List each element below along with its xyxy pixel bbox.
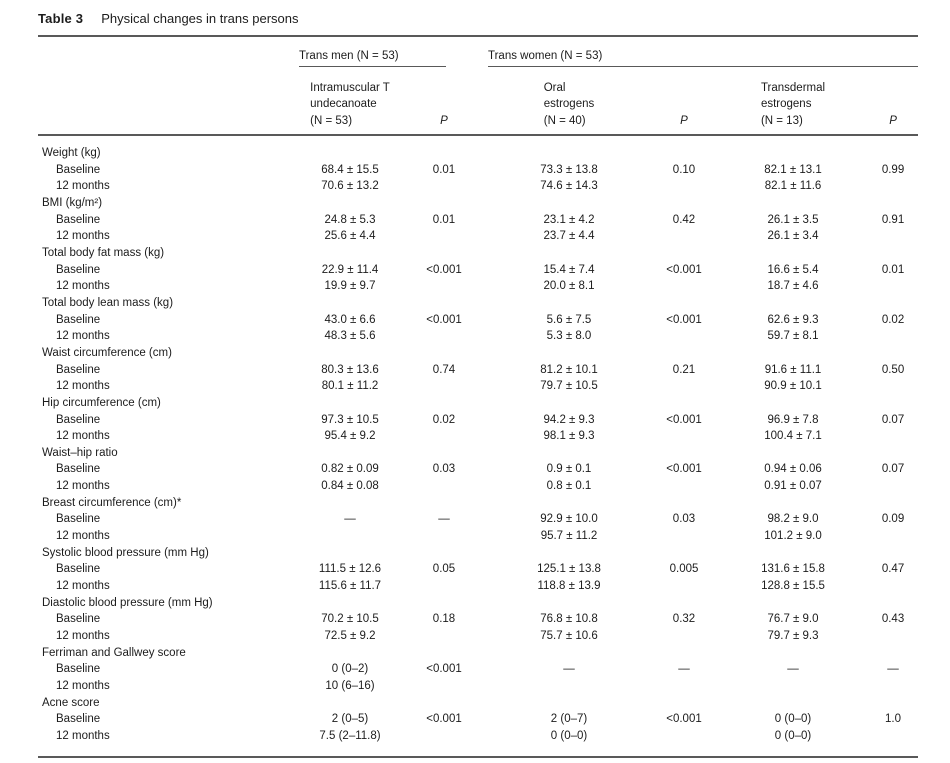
row-section-label: Total body fat mass (kg) [42,246,165,259]
table-row [38,178,918,195]
p-value-cell [650,478,718,495]
spacer-cell [478,678,488,695]
table-row [38,412,918,429]
value-cell-intramuscular: 0.82 ± 0.09 [321,463,379,476]
table-row [38,278,918,295]
p-value-cell [868,178,918,195]
table-row [38,678,918,695]
spacer-cell [478,511,488,528]
spacer-cell [478,428,488,445]
value-cell-oral: — [563,663,575,676]
value-cell-transdermal: 0.94 ± 0.06 [764,463,822,476]
value-cell-intramuscular: 19.9 ± 9.7 [324,280,376,293]
value-cell-transdermal: 91.6 ± 11.1 [764,363,822,376]
table-row [38,295,918,312]
value-cell-transdermal: 82.1 ± 11.6 [764,180,822,193]
row-label-cell: Baseline [56,163,101,176]
value-cell-transdermal: 100.4 ± 7.1 [764,430,822,443]
value-cell-intramuscular: — [344,513,356,526]
row-section-label: Weight (kg) [42,147,101,159]
column-header-line: (N = 13) [760,114,803,127]
table-row [38,645,918,662]
table-row [38,611,918,628]
p-value-cell: 0.01 [881,263,905,276]
value-cell-transdermal: 101.2 ± 9.0 [764,530,822,543]
table-row [38,545,918,562]
p-value-cell: 0.01 [432,163,456,176]
p-value-cell: 0.005 [669,563,699,576]
empty-cell [290,595,918,612]
row-label-cell: 12 months [56,180,110,193]
table-row [38,578,918,595]
value-cell-oral: 92.9 ± 10.0 [540,513,598,526]
value-cell-intramuscular: 72.5 ± 9.2 [324,630,376,643]
p-value-cell [410,228,478,245]
spacer-cell [478,561,488,578]
table-row [38,511,918,528]
value-cell-oral: 75.7 ± 10.6 [540,630,598,643]
value-cell-oral: 76.8 ± 10.8 [540,613,598,626]
row-section-label: Waist circumference (cm) [42,346,172,359]
value-cell-intramuscular: 115.6 ± 11.7 [318,580,382,593]
table-row [38,212,918,229]
p-value-cell [650,228,718,245]
group-header-row [38,37,918,67]
value-cell-intramuscular: 0.84 ± 0.08 [321,480,379,493]
spacer-cell [478,578,488,595]
row-label-cell: Baseline [56,713,101,726]
table-row [38,478,918,495]
p-value-cell [868,228,918,245]
spacer-cell [478,661,488,678]
stub-header-cell [38,37,290,67]
p-value-cell [410,178,478,195]
value-cell-transdermal: 90.9 ± 10.1 [764,380,822,393]
value-cell-oral: 23.1 ± 4.2 [543,213,595,226]
row-label-cell: 12 months [56,380,110,393]
column-header-line: (N = 40) [543,114,586,127]
column-header-row [38,67,918,135]
value-cell-transdermal: 82.1 ± 13.1 [764,163,822,176]
table-row [38,135,918,162]
value-cell-intramuscular: 70.6 ± 13.2 [321,180,379,193]
value-cell-intramuscular [290,528,410,545]
row-section-label: Waist–hip ratio [42,446,118,459]
table-row [38,228,918,245]
p-value-cell [410,278,478,295]
p-value-cell: 0.10 [672,163,696,176]
p-value-cell [650,278,718,295]
p-value-cell: — [678,663,690,676]
p-value-cell [868,628,918,645]
value-cell-intramuscular: 10 (6–16) [325,680,375,692]
value-cell-transdermal: 16.6 ± 5.4 [767,263,819,276]
p-value-cell [650,328,718,345]
table-row [38,312,918,329]
table-row [38,728,918,745]
value-cell-oral: 0 (0–0) [550,729,588,742]
spacer-cell [478,412,488,429]
p-value-cell: 0.01 [432,213,456,226]
column-header-oral-estrogens [488,67,650,135]
value-cell-transdermal: 96.9 ± 7.8 [767,413,819,426]
table-row [38,711,918,728]
value-cell-intramuscular: 111.5 ± 12.6 [318,563,382,576]
value-cell-transdermal: 0 (0–0) [774,729,812,742]
p-value-cell [410,628,478,645]
row-label-cell: 12 months [56,280,110,293]
row-section-label: BMI (kg/m²) [42,196,103,209]
table-row [38,595,918,612]
value-cell-intramuscular: 68.4 ± 15.5 [321,163,379,176]
spacer-cell [478,711,488,728]
p-value-cell: 0.09 [881,513,905,526]
p-value-cell: 0.03 [432,463,456,476]
caption-title: Physical changes in trans persons [101,11,299,26]
row-section-label: Breast circumference (cm)* [42,496,182,509]
p-value-cell: <0.001 [666,413,702,426]
table-row [38,695,918,712]
row-label-cell: 12 months [56,430,110,443]
caption-label: Table 3 [38,11,84,26]
value-cell-intramuscular: 95.4 ± 9.2 [324,430,376,443]
spacer-cell [478,528,488,545]
value-cell-intramuscular: 43.0 ± 6.6 [324,313,376,326]
spacer-cell [478,178,488,195]
table-row [38,328,918,345]
p-value-cell [650,428,718,445]
value-cell-oral: 95.7 ± 11.2 [540,530,598,543]
row-label-cell: Baseline [56,413,101,426]
value-cell-oral: 94.2 ± 9.3 [543,413,595,426]
p-value-cell: 0.05 [432,563,456,576]
p-value-cell [650,678,718,695]
p-value-cell [868,728,918,745]
table-row [38,561,918,578]
empty-cell [290,545,918,562]
row-label-cell: 12 months [56,680,110,692]
row-label-cell: 12 months [56,330,110,343]
table-container [38,35,918,758]
empty-cell [290,695,918,712]
value-cell-oral: 0.9 ± 0.1 [546,463,592,476]
spacer-cell [478,328,488,345]
spacer-cell [478,212,488,229]
row-label-cell: 12 months [56,580,110,593]
table-row [38,162,918,179]
column-header-line: (N = 53) [310,114,353,127]
row-section-label: Acne score [42,696,100,709]
p-value-cell: 0.07 [881,413,905,426]
row-label-cell: Baseline [56,613,101,626]
row-label-cell: Baseline [56,463,101,476]
value-cell-oral: 81.2 ± 10.1 [540,363,598,376]
value-cell-intramuscular: 80.1 ± 11.2 [321,380,379,393]
p-value-cell: 0.02 [881,313,905,326]
p-value-cell: <0.001 [426,663,462,676]
p-value-cell: 0.91 [881,213,905,226]
value-cell-oral: 0.8 ± 0.1 [546,480,592,493]
p-value-cell [868,578,918,595]
empty-cell [290,495,918,512]
table-row [38,628,918,645]
value-cell-transdermal: 59.7 ± 8.1 [767,330,819,343]
value-cell-oral: 73.3 ± 13.8 [540,163,598,176]
column-header-line: estrogens [760,98,812,110]
p-value-cell [650,628,718,645]
p-value-cell [868,428,918,445]
row-label-cell: Baseline [56,513,101,526]
row-label-cell: Baseline [56,663,101,676]
group-header-trans-men [290,37,478,67]
value-cell-oral: 5.6 ± 7.5 [546,313,592,326]
spacer-cell [478,312,488,329]
p-column-header: P [868,67,918,135]
value-cell-intramuscular: 80.3 ± 13.6 [321,363,379,376]
table-row [38,362,918,379]
p-value-cell: — [887,663,899,676]
p-value-cell: <0.001 [666,713,702,726]
p-value-cell: <0.001 [666,313,702,326]
spacer-cell [478,262,488,279]
row-section-label: Diastolic blood pressure (mm Hg) [42,596,213,609]
spacer-cell [478,611,488,628]
value-cell-intramuscular: 0 (0–2) [331,663,369,676]
p-value-cell: 0.47 [881,563,905,576]
p-value-cell: 0.02 [432,413,456,426]
spacer-cell [478,228,488,245]
table-caption [38,8,918,30]
value-cell-transdermal: 26.1 ± 3.4 [767,230,819,243]
table-row [38,378,918,395]
p-value-cell: 0.21 [672,363,696,376]
spacer-cell [478,478,488,495]
spacer-cell [478,362,488,379]
table-body [38,135,918,745]
value-cell-oral: 79.7 ± 10.5 [540,380,598,393]
p-value-cell [410,578,478,595]
value-cell-oral: 2 (0–7) [550,713,588,726]
p-value-cell: 0.03 [672,513,696,526]
value-cell-oral: 15.4 ± 7.4 [543,263,595,276]
spacer-cell [478,67,488,135]
p-value-cell: 0.99 [881,163,905,176]
empty-cell [290,395,918,412]
group-header-trans-women [488,37,918,67]
row-label-cell: 12 months [56,630,110,643]
row-label-cell: Baseline [56,363,101,376]
p-value-cell [410,678,478,695]
p-value-cell [650,728,718,745]
empty-cell [290,135,918,162]
stub-header-cell [38,67,290,135]
spacer-cell [478,728,488,745]
p-value-cell [410,528,478,545]
value-cell-oral: 118.8 ± 13.9 [537,580,601,593]
row-section-label: Systolic blood pressure (mm Hg) [42,546,209,559]
p-value-cell [410,378,478,395]
p-value-cell [410,728,478,745]
row-section-label: Total body lean mass (kg) [42,296,174,309]
value-cell-oral: 74.6 ± 14.3 [540,180,598,193]
value-cell-intramuscular: 25.6 ± 4.4 [324,230,376,243]
value-cell-transdermal: 26.1 ± 3.5 [767,213,819,226]
p-value-cell: — [438,513,450,526]
row-label-cell: 12 months [56,530,110,543]
value-cell-oral: 20.0 ± 8.1 [543,280,595,293]
value-cell-oral: 98.1 ± 9.3 [543,430,595,443]
p-value-cell: <0.001 [666,263,702,276]
value-cell-transdermal: 18.7 ± 4.6 [767,280,819,293]
column-header-line: undecanoate [310,98,377,110]
column-header-intramuscular-t [290,67,410,135]
value-cell-transdermal: 79.7 ± 9.3 [767,630,819,643]
spacer-cell [478,461,488,478]
table-row [38,428,918,445]
value-cell-transdermal: 62.6 ± 9.3 [767,313,819,326]
row-label-cell: Baseline [56,263,101,276]
p-value-cell: 0.32 [672,613,696,626]
p-value-cell: 0.74 [432,363,456,376]
p-value-cell: <0.001 [666,463,702,476]
value-cell-transdermal: 131.6 ± 15.8 [761,563,825,576]
value-cell-intramuscular: 22.9 ± 11.4 [321,263,379,276]
p-value-cell [650,578,718,595]
p-value-cell [868,678,918,695]
p-value-cell: <0.001 [426,713,462,726]
table-row [38,528,918,545]
row-section-label: Hip circumference (cm) [42,396,161,409]
p-value-cell: <0.001 [426,313,462,326]
table-row [38,195,918,212]
spacer-cell [478,628,488,645]
p-value-cell [868,378,918,395]
p-value-cell [650,378,718,395]
column-header-line: estrogens [543,98,595,110]
value-cell-transdermal: 0.91 ± 0.07 [764,480,822,493]
p-value-cell [410,428,478,445]
spacer-cell [478,278,488,295]
row-label-cell: 12 months [56,480,110,493]
p-value-cell [868,528,918,545]
table-row [38,345,918,362]
empty-cell [290,445,918,462]
table-row [38,495,918,512]
row-label-cell: Baseline [56,213,101,226]
value-cell-intramuscular: 24.8 ± 5.3 [324,213,376,226]
value-cell-transdermal: 98.2 ± 9.0 [767,513,819,526]
value-cell-transdermal: 76.7 ± 9.0 [767,613,819,626]
value-cell-intramuscular: 48.3 ± 5.6 [324,330,376,343]
p-value-cell: 0.42 [672,213,696,226]
empty-cell [290,195,918,212]
p-value-cell [650,528,718,545]
p-column-header: P [650,67,718,135]
value-cell-transdermal: 128.8 ± 15.5 [761,580,825,593]
value-cell-intramuscular: 7.5 (2–11.8) [319,729,381,742]
value-cell-transdermal: — [787,663,799,676]
empty-cell [290,295,918,312]
p-value-cell: 1.0 [885,713,902,726]
p-value-cell: 0.43 [881,613,905,626]
value-cell-oral: 125.1 ± 13.8 [537,563,601,576]
empty-cell [290,645,918,662]
p-value-cell [650,178,718,195]
physical-changes-table [38,37,918,745]
p-value-cell [868,478,918,495]
column-header-line: Intramuscular T [310,81,390,94]
value-cell-transdermal [718,678,868,695]
value-cell-oral: 23.7 ± 4.4 [543,230,595,243]
column-header-transdermal-estrogens [718,67,868,135]
p-value-cell [868,328,918,345]
p-value-cell: 0.18 [432,613,456,626]
value-cell-oral [488,678,650,695]
table-row [38,395,918,412]
p-value-cell [410,478,478,495]
value-cell-oral: 5.3 ± 8.0 [546,330,592,343]
p-value-cell: <0.001 [426,263,462,276]
spacer-cell [478,162,488,179]
row-label-cell: Baseline [56,313,101,326]
table-row [38,461,918,478]
row-label-cell: 12 months [56,230,110,243]
value-cell-intramuscular: 2 (0–5) [331,713,369,726]
group-header-trans-women-label: Trans women (N = 53) [488,50,918,67]
column-header-line: Oral [543,81,566,94]
table-row [38,661,918,678]
row-section-label: Ferriman and Gallwey score [42,646,186,659]
empty-cell [290,345,918,362]
empty-cell [290,245,918,262]
table-row [38,245,918,262]
group-header-trans-men-label: Trans men (N = 53) [299,50,446,67]
p-value-cell: 0.50 [881,363,905,376]
p-value-cell: 0.07 [881,463,905,476]
row-label-cell: Baseline [56,563,101,576]
spacer-cell [478,37,488,67]
table-row [38,445,918,462]
spacer-cell [478,378,488,395]
value-cell-intramuscular: 97.3 ± 10.5 [321,413,379,426]
table-row [38,262,918,279]
row-label-cell: 12 months [56,729,110,742]
value-cell-intramuscular: 70.2 ± 10.5 [321,613,379,626]
column-header-line: Transdermal [760,81,826,94]
p-column-header: P [410,67,478,135]
p-value-cell [868,278,918,295]
value-cell-transdermal: 0 (0–0) [774,713,812,726]
p-value-cell [410,328,478,345]
